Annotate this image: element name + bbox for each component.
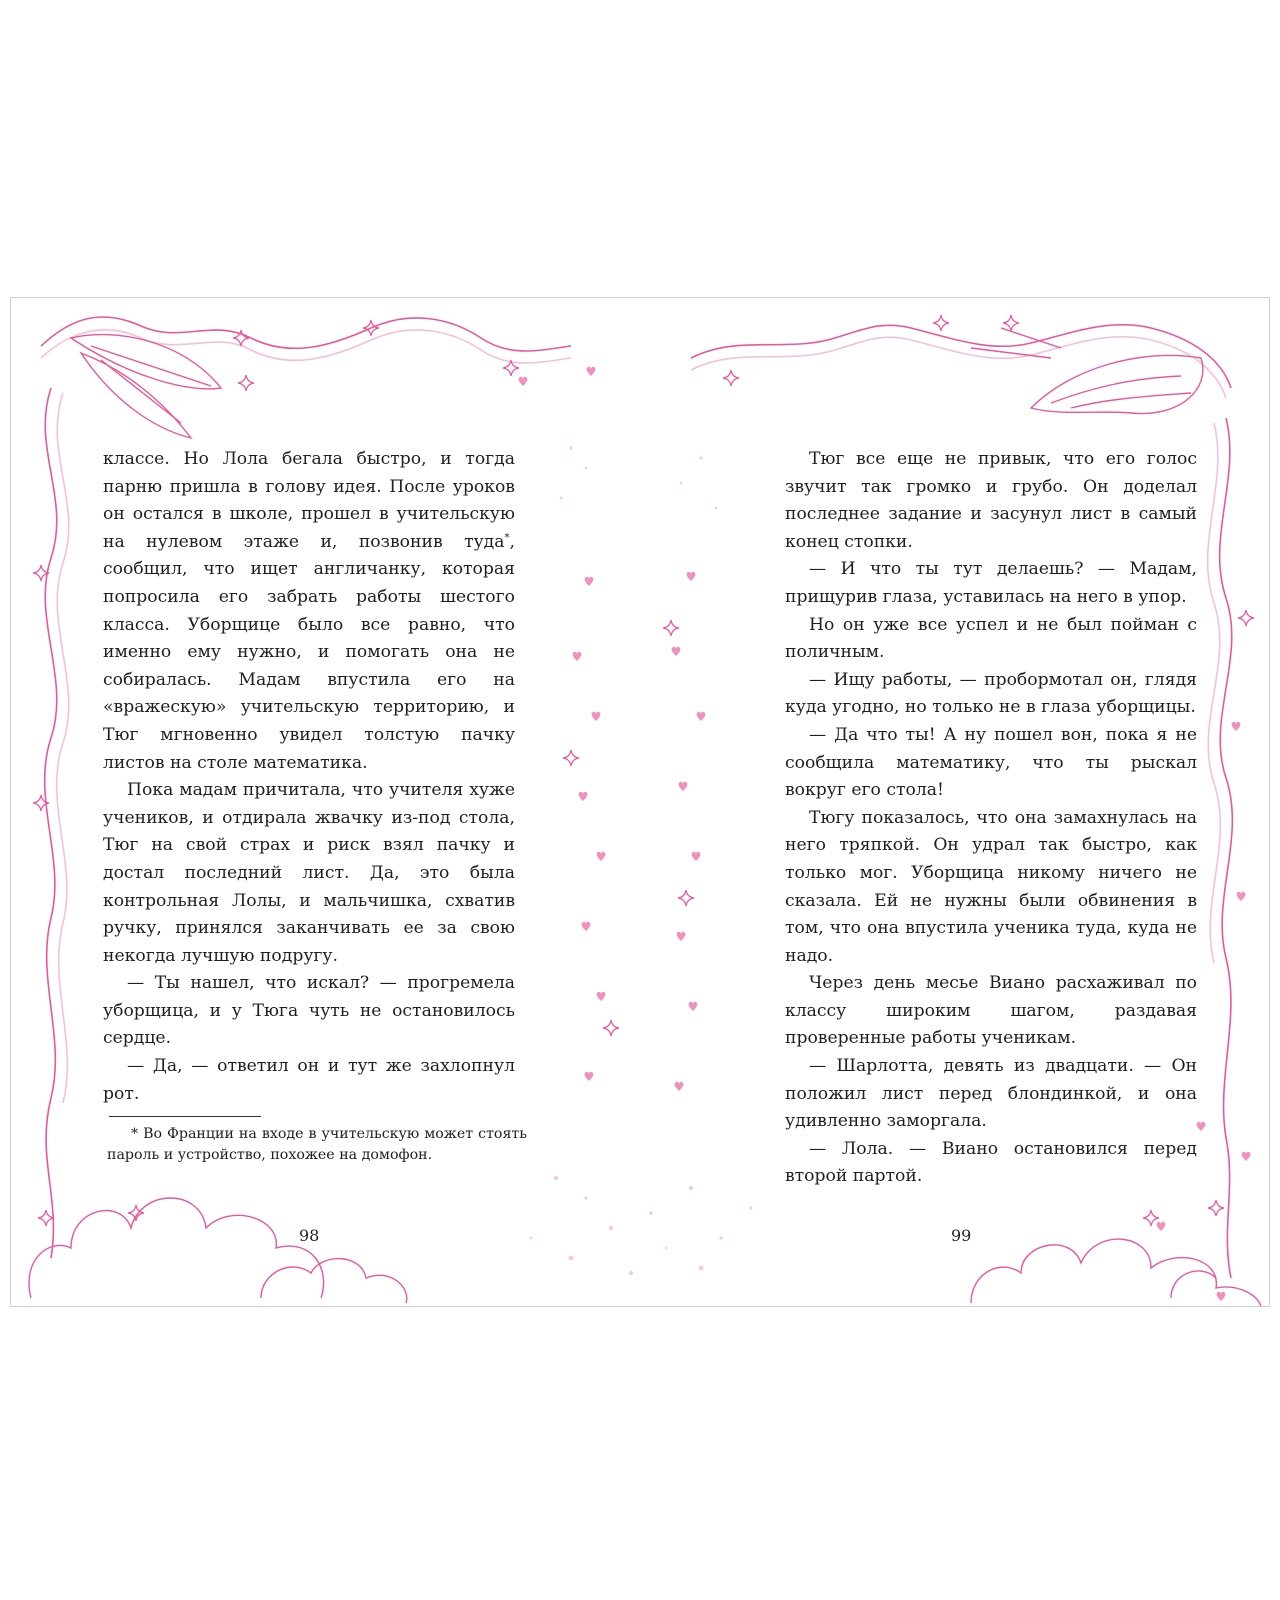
paragraph: Тюгу показалось, что она замахнулась на него тряпкой. Он удрал так быстро, как только мог. Уборщица никому ничего не сказала. Ей не нужны были обвинения в том, что она впустила ученика туда, куда не надо. xyxy=(785,807,1197,966)
paragraph: — И что ты тут делаешь? — Мадам, прищурив глаза, уставилась на него в упор. xyxy=(785,559,1197,607)
paragraph: Тюг все еще не привык, что его голос звучит так громко и грубо. Он доделал последнее задание и засунул лист в самый конец стопки. xyxy=(785,449,1197,552)
page-number: 99 xyxy=(951,1226,972,1245)
paragraph: — Да что ты! А ну пошел вон, пока я не сообщила математику, что ты рыскал вокруг его стола! xyxy=(785,724,1197,801)
paragraph: Через день месье Виано расхаживал по классу широким шагом, раздавая проверенные работы ученикам. xyxy=(785,973,1197,1049)
page-number: 98 xyxy=(299,1226,320,1245)
right-page xyxy=(641,298,1270,1307)
book-spread xyxy=(10,297,1270,1307)
left-page-text xyxy=(103,446,515,1108)
footnote: * Во Франции на входе в учительскую может стоять пароль и устройство, похожее на домофон. xyxy=(107,1126,527,1163)
paragraph: Пока мадам причитала, что учителя хуже учеников, и отдирала жвачку из-под стола, Тюг на свой страх и риск взял пачку и достал последний лист. Да, это была контрольная Лолы, и мальчишка, схватив ручку, принялся заканчивать ее за свою некогда лучшую подругу. xyxy=(103,780,515,966)
paragraph: — Да, — ответил он и тут же захлопнул рот. xyxy=(103,1056,515,1104)
paragraph: классе. Но Лола бегала быстро, и тогда парню пришла в голову идея. После уроков он остался в школе, прошел в учительскую на нулевом этаже и, позвонив туда*, сообщил, что ищет англичанку, которая попросила его забрать работы шестого класса. Уборщице было все равно, что именно ему нужно, и помогать она не собиралась. Мадам впустила его на «вражескую» учительскую территорию, и Тюг мгновенно увидел толстую пачку листов на столе математика. xyxy=(103,449,515,773)
footnote-marker: * xyxy=(504,532,510,544)
paragraph: — Ищу работы, — пробормотал он, глядя куда угодно, но только не в глаза уборщицы. xyxy=(785,669,1197,718)
paragraph: — Шарлотта, девять из двадцати. — Он положил лист перед блондинкой, и она удивленно заморгала. xyxy=(785,1056,1197,1132)
footnote-rule xyxy=(109,1116,261,1117)
paragraph: — Лола. — Виано остановился перед второй партой. xyxy=(785,1138,1197,1187)
left-page xyxy=(11,298,641,1307)
paragraph: — Ты нашел, что искал? — прогремела уборщица, и у Тюга чуть не остановилось сердце. xyxy=(103,973,515,1049)
right-page-text xyxy=(785,446,1197,1191)
paragraph: Но он уже все успел и не был пойман с поличным. xyxy=(785,614,1197,663)
